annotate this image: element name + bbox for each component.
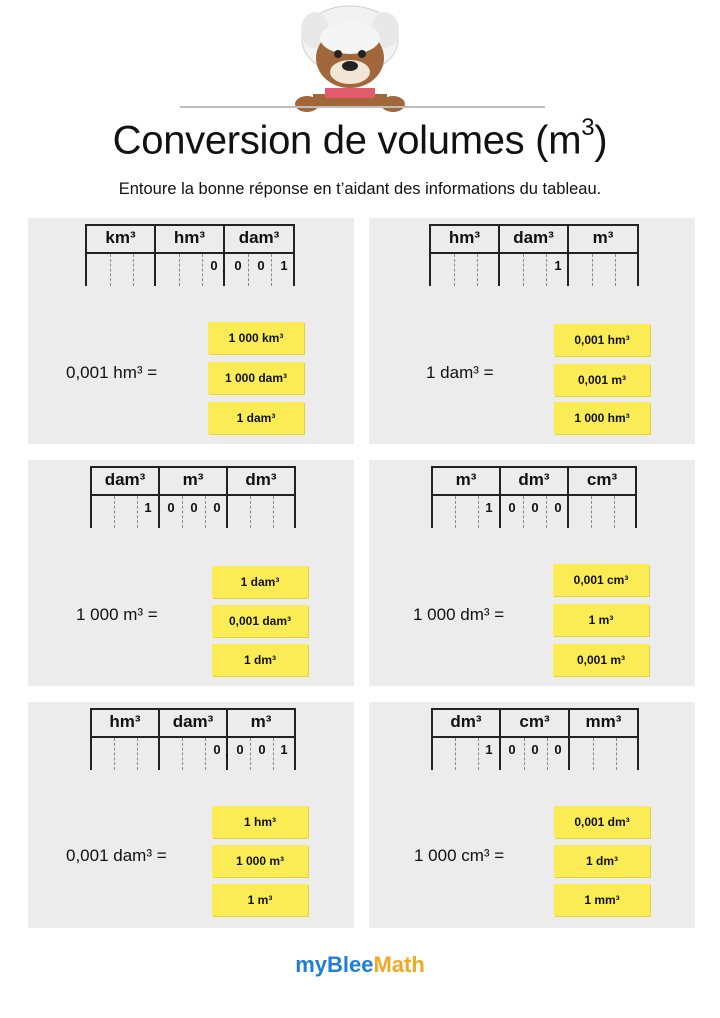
answer-option[interactable]: 1 000 dam³ — [208, 362, 304, 394]
exercise-panel-4 — [369, 460, 695, 686]
question-text: 1 000 dm³ = — [413, 605, 505, 624]
unit-header: dam³ — [104, 470, 146, 489]
table-digit: 0 — [554, 500, 562, 515]
conversion-table — [85, 224, 295, 286]
table-digit: 0 — [531, 742, 539, 757]
answer-option[interactable]: 1 000 hm³ — [554, 402, 650, 434]
answer-option[interactable]: 1 hm³ — [212, 806, 308, 838]
table-digit: 1 — [485, 742, 493, 757]
question-text: 1 dam³ = — [426, 363, 494, 382]
answer-option[interactable]: 1 mm³ — [554, 884, 650, 916]
exercise-panel-5 — [28, 702, 354, 928]
answer-option[interactable]: 1 m³ — [212, 884, 308, 916]
table-digit: 0 — [258, 742, 266, 757]
unit-header: dm³ — [450, 712, 482, 731]
answer-option[interactable]: 1 000 km³ — [208, 322, 304, 354]
exercise-panel-1 — [28, 218, 354, 444]
unit-header: dam³ — [513, 228, 554, 247]
conversion-table — [90, 466, 296, 528]
bear-mascot-icon — [285, 0, 415, 112]
decimal-comma: , — [225, 744, 229, 759]
answer-option[interactable]: 0,001 dm³ — [554, 806, 650, 838]
answer-option[interactable]: 0,001 m³ — [553, 644, 649, 676]
unit-header: dam³ — [238, 228, 280, 247]
answer-option[interactable]: 1 dm³ — [554, 845, 650, 877]
unit-header: dm³ — [245, 470, 277, 489]
table-digit: 0 — [531, 500, 539, 515]
unit-header: m³ — [182, 470, 204, 489]
unit-header: hm³ — [109, 712, 141, 731]
conversion-table — [431, 466, 637, 528]
table-digit: 0 — [508, 742, 516, 757]
table-digit: 1 — [485, 500, 493, 515]
question-text: 0,001 dam³ = — [66, 846, 167, 865]
brand-logo: myBleeMath — [295, 952, 425, 977]
exercise-panel-2 — [369, 218, 695, 444]
conversion-table — [429, 224, 639, 286]
question-text: 1 000 m³ = — [76, 605, 158, 624]
unit-header: m³ — [250, 712, 272, 731]
table-digit: 0 — [210, 258, 218, 273]
table-digit: 0 — [167, 500, 175, 515]
unit-header: mm³ — [585, 712, 622, 731]
unit-header: dm³ — [518, 470, 550, 489]
table-digit: 1 — [280, 258, 288, 273]
instructions: Entoure la bonne réponse en t’aidant des informations du tableau. — [118, 180, 602, 198]
answer-option[interactable]: 1 dam³ — [212, 566, 308, 598]
unit-header: dam³ — [172, 712, 214, 731]
answer-option[interactable]: 0,001 cm³ — [553, 564, 649, 596]
page-title: Conversion de volumes $(m^3)$ — [112, 114, 608, 163]
table-digit: 0 — [554, 742, 562, 757]
unit-header: km³ — [105, 228, 136, 247]
table-digit: 0 — [234, 258, 242, 273]
exercise-panel-6 — [369, 702, 695, 928]
answer-option[interactable]: 0,001 m³ — [554, 364, 650, 396]
table-digit: 1 — [144, 500, 152, 515]
exercise-panel-3 — [28, 460, 354, 686]
answer-option[interactable]: 1 000 m³ — [212, 845, 308, 877]
table-digit: 0 — [257, 258, 265, 273]
unit-header: hm³ — [173, 228, 206, 247]
conversion-table — [431, 708, 639, 770]
table-digit: 0 — [213, 500, 221, 515]
unit-header: m³ — [455, 470, 477, 489]
unit-header: cm³ — [586, 470, 618, 489]
conversion-table — [90, 708, 296, 770]
table-digit: 0 — [508, 500, 516, 515]
table-digit: 0 — [236, 742, 244, 757]
answer-option[interactable]: 0,001 dam³ — [212, 605, 308, 637]
table-digit: 0 — [190, 500, 198, 515]
question-text: 0,001 hm³ = — [66, 363, 158, 382]
decimal-comma: , — [222, 260, 226, 275]
answer-option[interactable]: 1 dm³ — [212, 644, 308, 676]
header-divider — [180, 106, 545, 108]
answer-option[interactable]: 1 m³ — [553, 604, 649, 636]
table-digit: 0 — [213, 742, 221, 757]
answer-option[interactable]: 0,001 hm³ — [554, 324, 650, 356]
answer-option[interactable]: 1 dam³ — [208, 402, 304, 434]
table-digit: 1 — [554, 258, 562, 273]
question-text: 1 000 cm³ = — [414, 846, 505, 865]
table-digit: 1 — [280, 742, 288, 757]
unit-header: m³ — [592, 228, 614, 247]
unit-header: hm³ — [448, 228, 481, 247]
unit-header: cm³ — [519, 712, 550, 731]
